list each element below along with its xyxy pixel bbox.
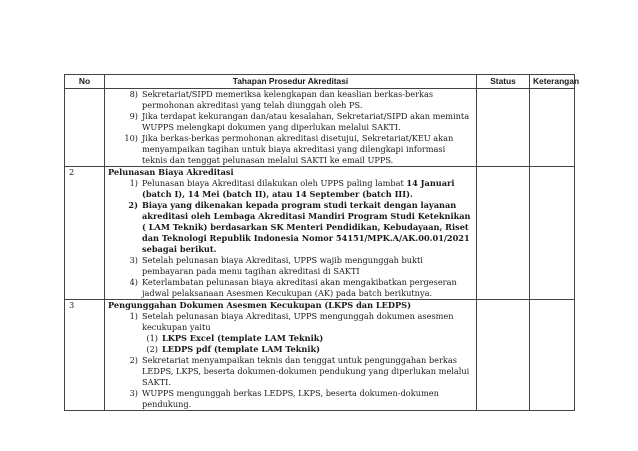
- item-number: 1): [129, 311, 138, 321]
- list-item: [108, 89, 473, 111]
- list-item: [108, 388, 473, 410]
- table-row: [65, 89, 575, 167]
- procedure-table: [64, 74, 580, 411]
- list-item: [108, 200, 473, 255]
- step-list: [108, 89, 473, 166]
- step-list: [108, 178, 473, 299]
- steps-cell: [105, 89, 477, 167]
- section-title: Pengunggahan Dokumen Asesmen Kecukupan (LKPS dan LEDPS): [108, 300, 411, 310]
- steps-cell: [105, 167, 477, 300]
- list-item: [108, 133, 473, 166]
- item-number: 10): [124, 133, 138, 143]
- status-cell: [477, 167, 530, 300]
- list-item: [108, 178, 473, 200]
- item-text: Sekretariat/SIPD memeriksa kelengkapan dan keaslian berkas-berkas permohonan akreditasi yang telah diunggah oleh PS.: [142, 89, 434, 110]
- step-list: [108, 311, 473, 333]
- header-steps: Tahapan Prosedur Akreditasi: [105, 75, 477, 89]
- row-no-cell: [65, 89, 105, 167]
- row-no-cell: 3: [65, 300, 105, 411]
- item-number: 9): [129, 111, 138, 121]
- item-text: Setelah pelunasan biaya Akreditasi, UPPS mengunggah dokumen asesmen kecukupan yaitu: [142, 311, 454, 332]
- list-item: [108, 255, 473, 277]
- sub-item-text: LEDPS pdf (template LAM Teknik): [162, 344, 321, 354]
- deadline-text: 14 Januari (batch I), 14 Mei (batch II), atau 14 September (batch III).: [142, 178, 455, 199]
- list-item: [108, 277, 473, 299]
- item-text: WUPPS mengunggah berkas LEDPS, LKPS, beserta dokumen-dokumen pendukung.: [142, 388, 439, 409]
- item-number: 4): [129, 277, 138, 287]
- step-list: [108, 355, 473, 410]
- item-number: 1): [129, 178, 138, 188]
- status-cell: [477, 300, 530, 411]
- header-status: Status: [477, 75, 530, 89]
- header-notes: Keterangan: [530, 75, 575, 89]
- sub-list-item: [144, 333, 473, 344]
- table-row: [65, 167, 575, 300]
- sub-item-text: LKPS Excel (template LAM Teknik): [162, 333, 324, 343]
- sub-item-number: (2): [146, 344, 158, 354]
- list-item: [108, 111, 473, 133]
- header-no: No: [65, 75, 105, 89]
- table-header-row: [65, 75, 575, 89]
- document-page: [64, 74, 580, 411]
- item-number: 2): [129, 355, 138, 365]
- item-number: 2): [128, 200, 138, 210]
- item-number: 8): [129, 89, 138, 99]
- sub-list-item: [144, 344, 473, 355]
- list-item: [108, 311, 473, 333]
- item-text: Setelah pelunasan biaya Akreditasi, UPPS wajib mengunggah bukti pembayaran pada menu tagihan akreditasi di SAKTI: [142, 255, 423, 276]
- section-title: Pelunasan Biaya Akreditasi: [108, 167, 234, 177]
- item-text-plain: Pelunasan biaya Akreditasi dilakukan oleh UPPS paling lambat: [142, 178, 407, 188]
- item-text: Jika terdapat kekurangan dan/atau kesalahan, Sekretariat/SIPD akan meminta WUPPS melengkapi dokumen yang diperlukan melalui SAKTI.: [142, 111, 470, 132]
- table-row: [65, 300, 575, 411]
- item-text: Keterlambatan pelunasan biaya akreditasi akan mengakibatkan pergeseran jadwal pelaksanaan Asesmen Kecukupan (AK) pada batch berikutnya.: [142, 277, 457, 298]
- list-item: [108, 355, 473, 388]
- item-text: [142, 178, 473, 200]
- steps-cell: [105, 300, 477, 411]
- notes-cell: [530, 89, 575, 167]
- status-cell: [477, 89, 530, 167]
- notes-cell: [530, 300, 575, 411]
- sub-list: [144, 333, 473, 355]
- sub-item-number: (1): [146, 333, 158, 343]
- notes-cell: [530, 167, 575, 300]
- item-number: 3): [129, 388, 138, 398]
- item-text: Biaya yang dikenakan kepada program studi terkait dengan layanan akreditasi oleh Lembaga Akreditasi Mandiri Program Studi Keteknikan ( LAM Teknik) berdasarkan SK Menteri Pendidikan, Kebudayaan, Riset dan Teknologi Republik Indonesia Nomor 54151/MPK.A/AK.00.01/2021 sebagai berikut.: [142, 200, 471, 254]
- row-no-cell: 2: [65, 167, 105, 300]
- item-text: Sekretariat menyampaikan teknis dan tenggat untuk pengunggahan berkas LEDPS, LKPS, beserta dokumen-dokumen pendukung yang diperlukan melalui SAKTI.: [142, 355, 470, 387]
- item-number: 3): [129, 255, 138, 265]
- item-text: Jika berkas-berkas permohonan akreditasi disetujui, Sekretariat/KEU akan menyampaikan tagihan untuk biaya akreditasi yang dilengkapi informasi teknis dan tenggat pelunasan melalui SAKTI ke email UPPS.: [142, 133, 454, 165]
